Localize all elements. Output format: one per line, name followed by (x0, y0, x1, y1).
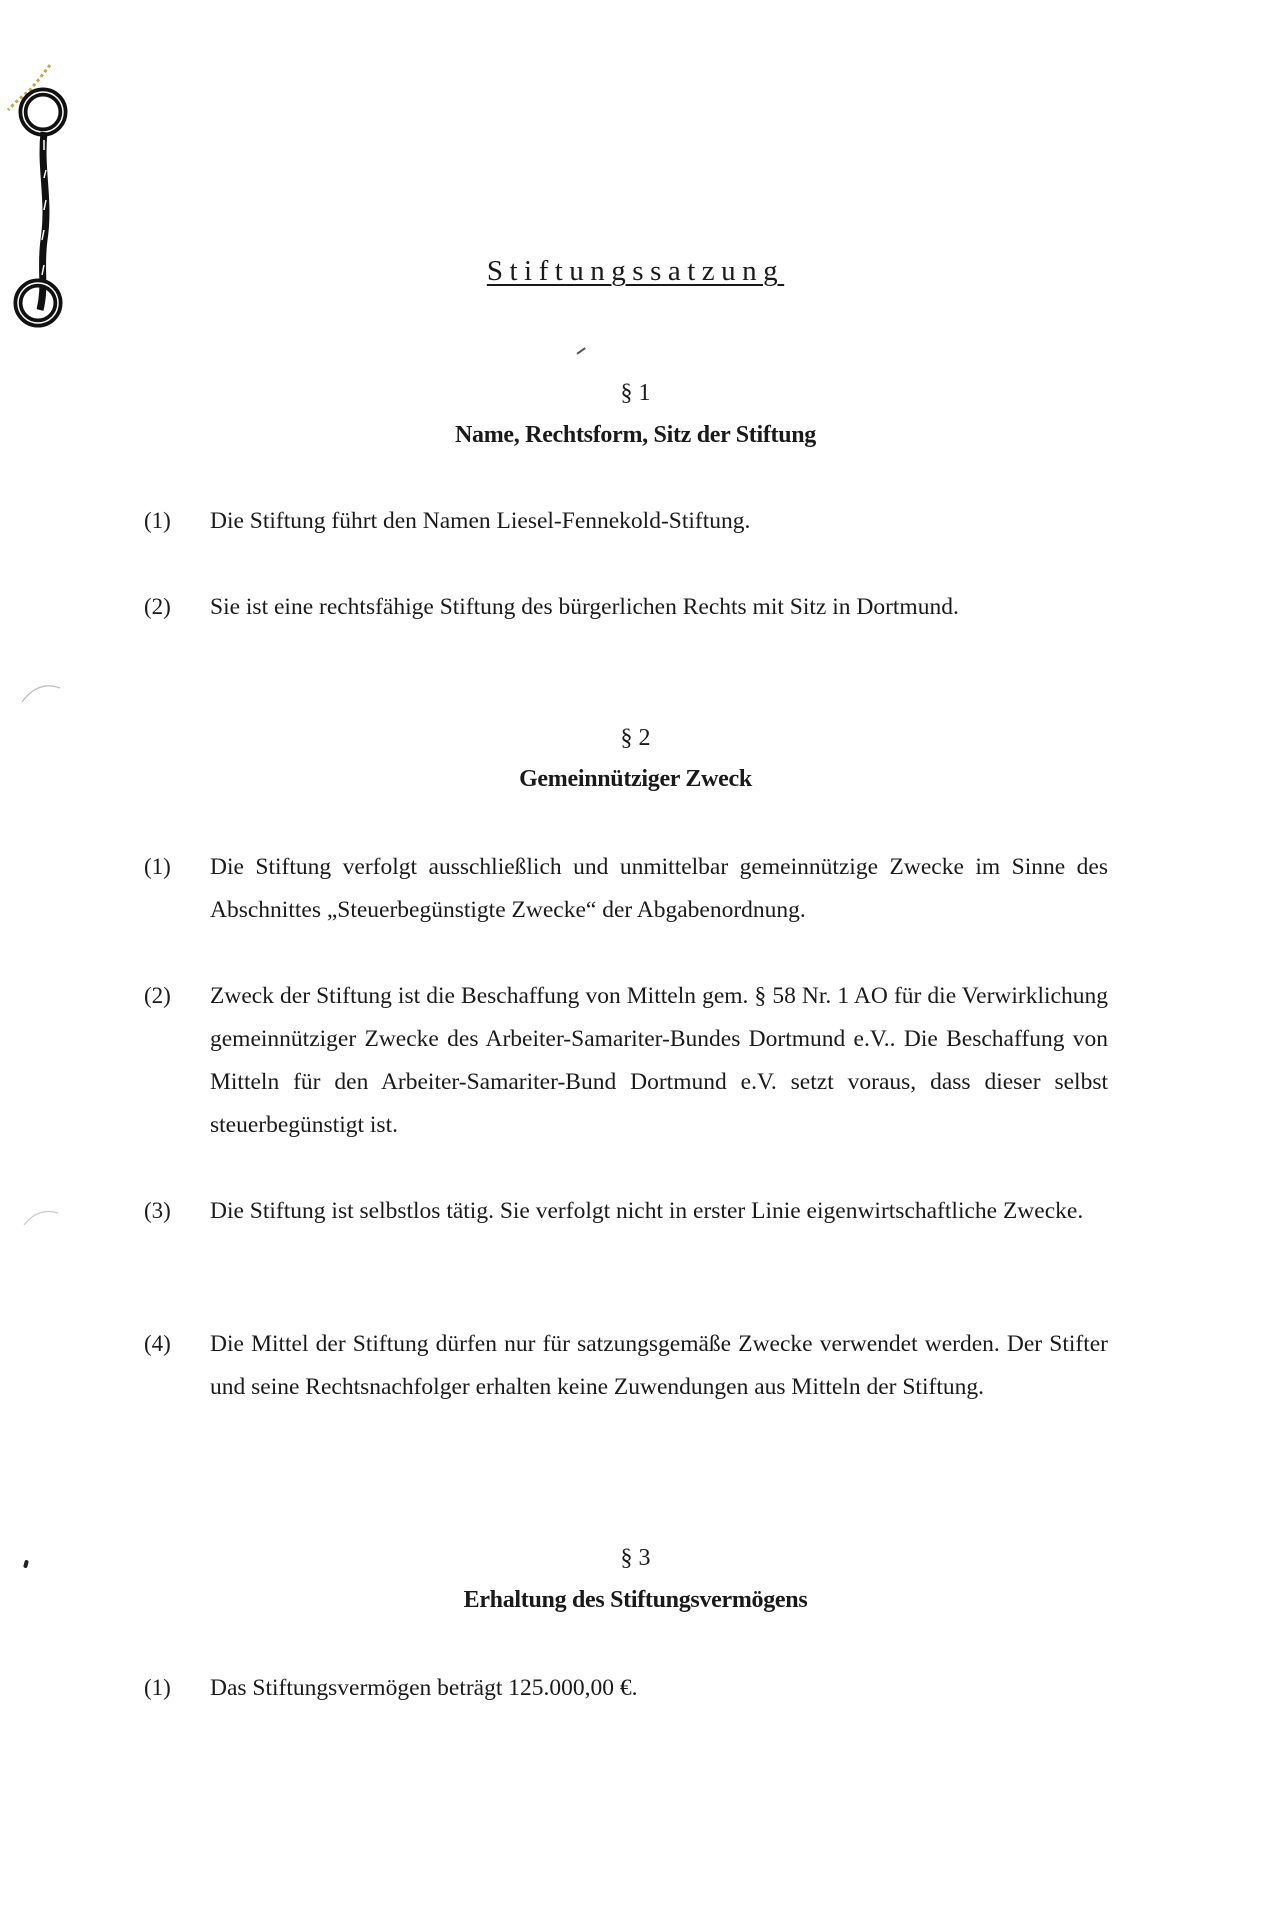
punch-hole-mark (18, 1203, 68, 1233)
paragraph-text: Die Mittel der Stiftung dürfen nur für satzungsgemäße Zwecke verwendet werden. Der Stifter und seine Rechtsnachfolger erhalten keine Zuwendungen aus Mitteln der Stiftung. (210, 1331, 1108, 1400)
section-number: § 2 (620, 725, 651, 751)
section-number: § 1 (620, 380, 651, 406)
section-heading: Erhaltung des Stiftungsvermögens (463, 1587, 808, 1613)
paragraph-text: Das Stiftungsvermögen beträgt 125.000,00 €. (210, 1675, 638, 1701)
speck-mark (576, 347, 585, 354)
punch-hole-mark (18, 680, 68, 710)
section-heading: Gemeinnütziger Zweck (519, 766, 752, 792)
paragraph-text: Sie ist eine rechtsfähige Stiftung des bürgerlichen Rechts mit Sitz in Dortmund. (210, 594, 959, 620)
paragraph-text: Die Stiftung führt den Namen Liesel-Fennekold-Stiftung. (210, 508, 751, 534)
paragraph-label: (1) (144, 854, 171, 879)
paragraph-text: Die Stiftung verfolgt ausschließlich und unmittelbar gemeinnützige Zwecke im Sinne des Abschnittes „Steuerbegünstigte Zwecke“ der Abgabenordnung. (210, 854, 1108, 923)
paragraph-label: (1) (144, 508, 171, 533)
paragraph-label: (2) (144, 983, 171, 1008)
binder-wire-fastener-icon (0, 60, 80, 350)
paragraph-label: (1) (144, 1675, 171, 1700)
section-number: § 3 (620, 1545, 651, 1571)
paragraph-label: (2) (144, 594, 171, 619)
paragraph-text: Die Stiftung ist selbstlos tätig. Sie verfolgt nicht in erster Linie eigenwirtschaftliche Zwecke. (210, 1198, 1084, 1224)
paragraph-label: (3) (144, 1198, 171, 1223)
section-heading: Name, Rechtsform, Sitz der Stiftung (455, 422, 816, 448)
paragraph-text: Zweck der Stiftung ist die Beschaffung von Mitteln gem. § 58 Nr. 1 AO für die Verwirklichung gemeinnütziger Zwecke des Arbeiter-Samariter-Bundes Dortmund e.V.. Die Beschaffung von Mitteln für den Arbeiter-Samariter-Bund Dortmund e.V. setzt voraus, dass dieser selbst steuerbegünstigt ist. (210, 983, 1108, 1138)
paragraph-label: (4) (144, 1331, 171, 1356)
document-title: Stiftungssatzung (486, 255, 785, 288)
